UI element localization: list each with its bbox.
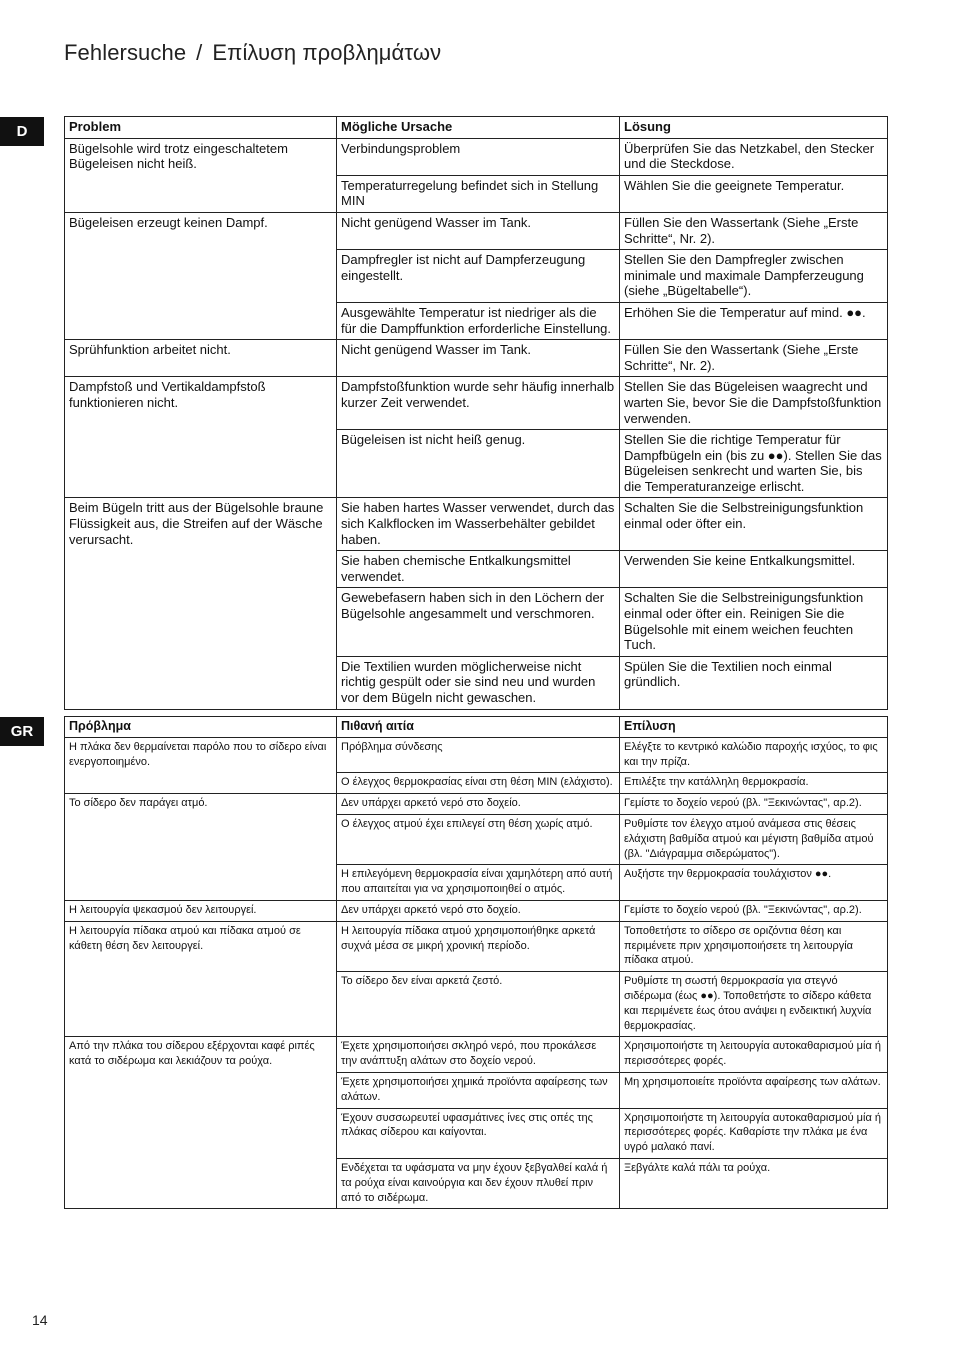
solution-cell: Erhöhen Sie die Temperatur auf mind. ●●. [620,302,888,339]
problem-cell: Η πλάκα δεν θερμαίνεται παρόλο που το σίδερο είναι ενεργοποιημένο. [65,737,337,793]
problem-cell: Η λειτουργία ψεκασμού δεν λειτουργεί. [65,900,337,921]
cause-cell: Έχουν συσσωρευτεί υφασμάτινες ίνες στις οπές της πλάκας σίδερου και καίγονται. [337,1108,620,1158]
cause-cell: Nicht genügend Wasser im Tank. [337,340,620,377]
solution-cell: Wählen Sie die geeignete Temperatur. [620,175,888,212]
cause-cell: Ο έλεγχος ατμού έχει επιλεγεί στη θέση χωρίς ατμό. [337,814,620,864]
cause-cell: Δεν υπάρχει αρκετό νερό στο δοχείο. [337,794,620,815]
problem-cell: Bügeleisen erzeugt keinen Dampf. [65,212,337,339]
solution-cell: Μη χρησιμοποιείτε προϊόντα αφαίρεσης των αλάτων. [620,1072,888,1108]
table-row [65,340,888,377]
solution-cell: Τοποθετήστε το σίδερο σε οριζόντια θέση και περιμένετε πριν χρησιμοποιήσετε τη λειτουργία πίδακα ατμού. [620,921,888,971]
troubleshooting-table-gr [64,716,888,1209]
language-tab-de: D [0,117,44,146]
header-cause: Mögliche Ursache [337,117,620,139]
solution-cell: Stellen Sie die richtige Temperatur für Dampfbügeln ein (bis zu ●●). Stellen Sie das Bügeleisen senkrecht und warten Sie, bis die Temperaturanzeige erlischt. [620,430,888,498]
solution-cell: Γεμίστε το δοχείο νερού (βλ. "Ξεκινώντας", αρ.2). [620,794,888,815]
solution-cell: Schalten Sie die Selbstreinigungsfunktion einmal oder öfter ein. Reinigen Sie die Bügelsohle mit einem weichen feuchten Tuch. [620,588,888,656]
cause-cell: Το σίδερο δεν είναι αρκετά ζεστό. [337,972,620,1037]
solution-cell: Αυξήστε την θερμοκρασία τουλάχιστον ●●. [620,865,888,901]
cause-cell: Dampfstoßfunktion wurde sehr häufig innerhalb kurzer Zeit verwendet. [337,377,620,430]
cause-cell: Die Textilien wurden möglicherweise nicht richtig gespült oder sie sind neu und wurden vor dem Bügeln nicht gewaschen. [337,656,620,709]
solution-cell: Stellen Sie den Dampfregler zwischen minimale und maximale Dampferzeugung (siehe „Bügeltabelle“). [620,250,888,303]
solution-cell: Ρυθμίστε τον έλεγχο ατμού ανάμεσα στις θέσεις ελάχιστη βαθμίδα ατμού και μέγιστη βαθμίδα ατμού (βλ. "Διάγραμμα σιδερώματος"). [620,814,888,864]
problem-cell: Bügelsohle wird trotz eingeschaltetem Bügeleisen nicht heiß. [65,138,337,212]
cause-cell: Gewebefasern haben sich in den Löchern der Bügelsohle angesammelt und verschmoren. [337,588,620,656]
title-separator: / [196,40,203,65]
table-row [65,921,888,971]
header-cause: Πιθανή αιτία [337,717,620,738]
problem-cell: Το σίδερο δεν παράγει ατμό. [65,794,337,901]
cause-cell: Πρόβλημα σύνδεσης [337,737,620,773]
solution-cell: Χρησιμοποιήστε τη λειτουργία αυτοκαθαρισμού μία ή περισσότερες φορές. [620,1037,888,1073]
solution-cell: Überprüfen Sie das Netzkabel, den Stecker und die Steckdose. [620,138,888,175]
cause-cell: Verbindungsproblem [337,138,620,175]
solution-cell: Ξεβγάλτε καλά πάλι τα ρούχα. [620,1158,888,1208]
title-gr: Επίλυση προβλημάτων [212,40,442,65]
problem-cell: Beim Bügeln tritt aus der Bügelsohle braune Flüssigkeit aus, die Streifen auf der Wäsche verursacht. [65,498,337,709]
table-row [65,377,888,430]
solution-cell: Ρυθμίστε τη σωστή θερμοκρασία για στεγνό σιδέρωμα (έως ●●). Τοποθετήστε το σίδερο κάθετα και περιμένετε έως ότου ανάψει η ενδεικτική λυχνία θερμοκρασίας. [620,972,888,1037]
cause-cell: Nicht genügend Wasser im Tank. [337,212,620,249]
header-solution: Επίλυση [620,717,888,738]
solution-cell: Χρησιμοποιήστε τη λειτουργία αυτοκαθαρισμού μία ή περισσότερες φορές. Καθαρίστε την πλάκα με ένα υγρό μαλακό πανί. [620,1108,888,1158]
solution-cell: Füllen Sie den Wassertank (Siehe „Erste Schritte“, Nr. 2). [620,340,888,377]
table-row [65,1037,888,1073]
problem-cell: Sprühfunktion arbeitet nicht. [65,340,337,377]
cause-cell: Ausgewählte Temperatur ist niedriger als die für die Dampffunktion erforderliche Einstellung. [337,302,620,339]
table-header-row [65,717,888,738]
cause-cell: Έχετε χρησιμοποιήσει σκληρό νερό, που προκάλεσε την ανάπτυξη αλάτων στο δοχείο νερού. [337,1037,620,1073]
title-de: Fehlersuche [64,40,187,65]
header-problem: Problem [65,117,337,139]
table-row [65,794,888,815]
cause-cell: Bügeleisen ist nicht heiß genug. [337,430,620,498]
cause-cell: Sie haben chemische Entkalkungsmittel verwendet. [337,551,620,588]
cause-cell: Ο έλεγχος θερμοκρασίας είναι στη θέση MIN (ελάχιστο). [337,773,620,794]
header-solution: Lösung [620,117,888,139]
table-row [65,138,888,175]
cause-cell: Sie haben hartes Wasser verwendet, durch das sich Kalkflocken im Wasserbehälter gebildet haben. [337,498,620,551]
problem-cell: Η λειτουργία πίδακα ατμού και πίδακα ατμού σε κάθετη θέση δεν λειτουργεί. [65,921,337,1037]
header-problem: Πρόβλημα [65,717,337,738]
cause-cell: Dampfregler ist nicht auf Dampferzeugung eingestellt. [337,250,620,303]
cause-cell: Δεν υπάρχει αρκετό νερό στο δοχείο. [337,900,620,921]
problem-cell: Από την πλάκα του σίδερου εξέρχονται καφέ ριπές κατά το σιδέρωμα και λεκιάζουν τα ρούχα. [65,1037,337,1209]
table-row [65,737,888,773]
table-header-row [65,117,888,139]
table-row [65,212,888,249]
cause-cell: Ενδέχεται τα υφάσματα να μην έχουν ξεβγαλθεί καλά ή τα ρούχα είναι καινούργια και δεν έχουν πλυθεί πριν από το σιδέρωμα. [337,1158,620,1208]
cause-cell: Έχετε χρησιμοποιήσει χημικά προϊόντα αφαίρεσης των αλάτων. [337,1072,620,1108]
solution-cell: Schalten Sie die Selbstreinigungsfunktion einmal oder öfter ein. [620,498,888,551]
solution-cell: Επιλέξτε την κατάλληλη θερμοκρασία. [620,773,888,794]
page-title [64,40,441,66]
solution-cell: Spülen Sie die Textilien noch einmal gründlich. [620,656,888,709]
cause-cell: Η λειτουργία πίδακα ατμού χρησιμοποιήθηκε αρκετά συχνά μέσα σε μικρή χρονική περίοδο. [337,921,620,971]
table-row [65,498,888,551]
page-number: 14 [32,1312,48,1328]
problem-cell: Dampfstoß und Vertikaldampfstoß funktionieren nicht. [65,377,337,498]
cause-cell: Η επιλεγόμενη θερμοκρασία είναι χαμηλότερη από αυτή που απαιτείται για να χρησιμοποιηθεί ο ατμός. [337,865,620,901]
cause-cell: Temperaturregelung befindet sich in Stellung MIN [337,175,620,212]
solution-cell: Verwenden Sie keine Entkalkungsmittel. [620,551,888,588]
solution-cell: Stellen Sie das Bügeleisen waagrecht und warten Sie, bevor Sie die Dampfstoßfunktion verwenden. [620,377,888,430]
solution-cell: Γεμίστε το δοχείο νερού (βλ. "Ξεκινώντας", αρ.2). [620,900,888,921]
solution-cell: Ελέγξτε το κεντρικό καλώδιο παροχής ισχύος, το φις και την πρίζα. [620,737,888,773]
troubleshooting-table-de [64,116,888,710]
language-tab-gr: GR [0,717,44,746]
table-row [65,900,888,921]
solution-cell: Füllen Sie den Wassertank (Siehe „Erste Schritte“, Nr. 2). [620,212,888,249]
